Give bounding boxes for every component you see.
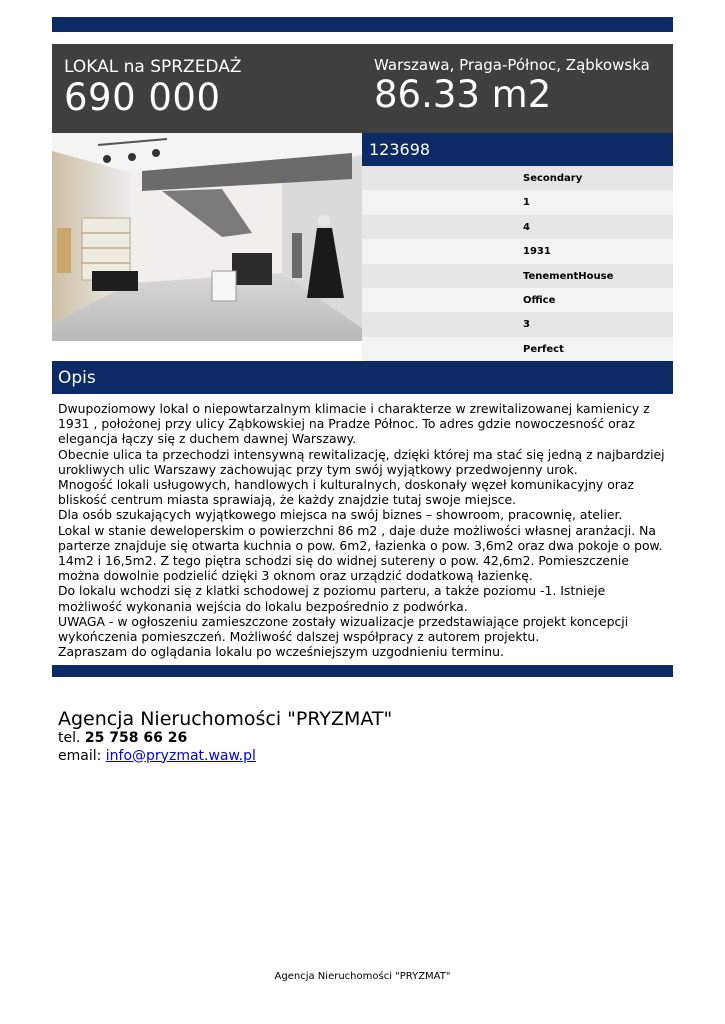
area: 86.33 m2 bbox=[374, 73, 552, 116]
description-heading-bar bbox=[52, 361, 673, 394]
price: 690 000 bbox=[64, 76, 221, 119]
spec-value: Perfect bbox=[523, 343, 564, 355]
footer-text: Agencja Nieruchomości "PRYZMAT" bbox=[274, 971, 451, 982]
email-line bbox=[58, 748, 256, 766]
spec-row bbox=[362, 190, 673, 214]
listing-id-bar bbox=[362, 133, 673, 166]
spec-value: 3 bbox=[523, 319, 530, 331]
agency-contact bbox=[58, 730, 256, 765]
phone-label: tel. bbox=[58, 730, 81, 746]
spec-row bbox=[362, 215, 673, 239]
description-paragraph: Dwupoziomowy lokal o niepowtarzalnym klimacie i charakterze w zrewitalizowanej kamienicy z 1931 , położonej przy ulicy Ząbkowskiej na Pradze Północ. To adres gdzie nowoczesność oraz elegancja łączy się z duchem dawnej Warszawy. bbox=[58, 401, 650, 447]
property-photo bbox=[52, 133, 362, 341]
description-text bbox=[58, 401, 670, 659]
phone-number: 25 758 66 26 bbox=[84, 730, 188, 746]
email-label: email: bbox=[58, 747, 102, 764]
description-paragraph: UWAGA - w ogłoszeniu zamieszczone zostały wizualizacje przedstawiające projekt koncepcji wykończenia pomieszczeń. Możliwość dalszej współpracy z autorem projektu. bbox=[58, 613, 629, 645]
email-link[interactable]: info@pryzmat.waw.pl bbox=[105, 747, 256, 764]
listing-header bbox=[52, 44, 673, 133]
spec-value: 1931 bbox=[523, 246, 551, 258]
description-paragraph: Obecnie ulica ta przechodzi intensywną rewitalizację, dzięki której ma stać się jedną z najbardziej urokliwych ulic Warszawy zachowując przy tym swój wyjątkowy przedwojenny urok. bbox=[58, 446, 665, 477]
description-paragraph: Zapraszam do oglądania lokalu po wcześniejszym uzgodnieniu terminu. bbox=[58, 644, 504, 660]
description-paragraph: Lokal w stanie deweloperskim o powierzchni 86 m2 , daje duże możliwości własnej aranżacji. Na parterze znajduje się otwarta kuchnia o pow. 6m2, łazienka o pow. 3,6m2 oraz dwa pokoje o pow. 14m2 i 16,5m2. Z tego piętra schodzi się do widnej sutereny o pow. 42,6m2. Pomieszczenie można dowolnie podzielić dzięki 3 oknom oraz urządzić dodatkową łazienkę. bbox=[58, 522, 663, 584]
spec-row bbox=[362, 312, 673, 336]
location: Warszawa, Praga-Północ, Ząbkowska bbox=[374, 56, 650, 74]
listing-id: 123698 bbox=[369, 140, 431, 159]
spec-value: Secondary bbox=[523, 173, 583, 184]
description-paragraph: Mnogość lokali usługowych, handlowych i kulturalnych, doskonały węzeł komunikacyjny oraz bliskość centrum miasta sprawiają, że każdy znajdzie tutaj swoje miejsce. bbox=[58, 477, 634, 508]
bottom-accent-bar bbox=[52, 665, 673, 677]
spec-row bbox=[362, 264, 673, 288]
description-heading: Opis bbox=[58, 368, 96, 388]
spec-value: 4 bbox=[523, 221, 530, 233]
spec-row bbox=[362, 166, 673, 190]
agency-name: Agencja Nieruchomości "PRYZMAT" bbox=[58, 708, 393, 730]
specs-table bbox=[362, 166, 673, 361]
spec-value: 1 bbox=[523, 197, 530, 209]
phone-line bbox=[58, 730, 256, 748]
spec-row bbox=[362, 288, 673, 312]
top-accent-bar bbox=[52, 17, 673, 32]
offer-type: LOKAL na SPRZEDAŻ bbox=[64, 57, 242, 77]
spec-row bbox=[362, 239, 673, 263]
description-paragraph: Do lokalu wchodzi się z klatki schodowej z poziomu parteru, a także poziomu -1. Istnieje możliwość wykonania wejścia do lokalu bezpośrednio z podwórka. bbox=[58, 583, 606, 614]
spec-value: TenementHouse bbox=[523, 270, 614, 282]
spec-value: Office bbox=[523, 294, 556, 306]
description-paragraph: Dla osób szukających wyjątkowego miejsca na swój biznes – showroom, pracownię, atelier. bbox=[58, 507, 623, 523]
spec-row bbox=[362, 337, 673, 361]
